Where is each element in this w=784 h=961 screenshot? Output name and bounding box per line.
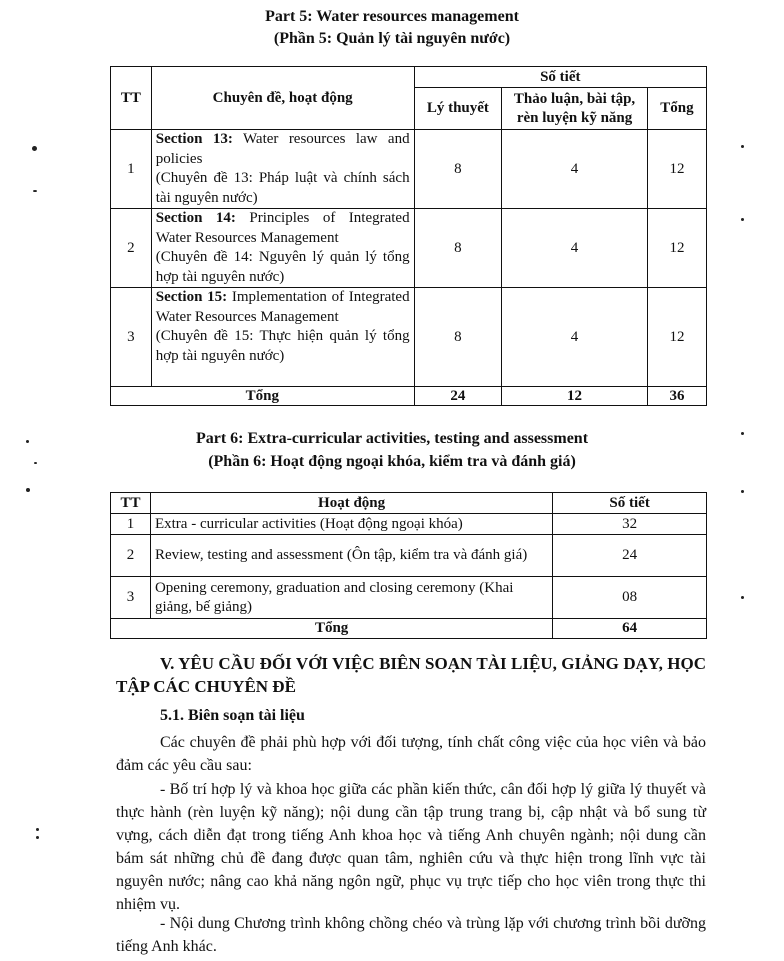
scan-speck xyxy=(741,596,744,599)
row-activity: Opening ceremony, graduation and closing ceremony (Khai giảng, bế giảng) xyxy=(150,577,552,619)
row-tt: 3 xyxy=(111,288,152,387)
section-title-en: Principles of Integrated Water Resources Management xyxy=(155,210,410,246)
scan-speck xyxy=(741,432,744,435)
footer-label: Tổng xyxy=(111,387,415,406)
footer-label: Tổng xyxy=(111,619,553,639)
footer-practice: 12 xyxy=(502,387,648,406)
row-tt: 2 xyxy=(111,535,151,577)
table-row xyxy=(111,514,707,535)
section-label: Section 15: xyxy=(155,289,228,305)
row-total: 12 xyxy=(647,209,706,288)
header-theory: Lý thuyết xyxy=(414,88,502,130)
row-activity: Extra - curricular activities (Hoạt động ngoại khóa) xyxy=(150,514,552,535)
section-title-en: Water resources law and policies xyxy=(155,131,410,167)
part5-subtitle: (Phần 5: Quản lý tài nguyên nước) xyxy=(273,30,511,47)
bullet-paragraph-2: - Nội dung Chương trình không chồng chéo và trùng lặp với chương trình bồi dưỡng tiếng Anh khác. xyxy=(116,915,706,955)
footer-total: 36 xyxy=(647,387,706,406)
row-topic xyxy=(151,288,414,387)
bullet-paragraph-1: - Bố trí hợp lý và khoa học giữa các phần kiến thức, cân đối hợp lý giữa lý thuyết và thực hành (rèn luyện kỹ năng); nội dung cần tập trung trang bị, cập nhật và bổ sung từ vựng, cách diễn đạt trong tiếng Anh khoa học và tiếng Anh chuyên ngành; nội dung cần bám sát những chủ đề đang được quan tâm, nghiên cứu và thực hiện trong lĩnh vực tài nguyên nước; nâng cao khả năng ngôn ngữ, phục vụ trực tiếp cho học viên trong thực thi nhiệm vụ. xyxy=(116,781,706,913)
row-theory: 8 xyxy=(414,130,502,209)
header-total: Tổng xyxy=(647,88,706,130)
header-topic: Chuyên đề, hoạt động xyxy=(151,67,414,130)
table-row xyxy=(111,130,707,209)
table-row xyxy=(111,209,707,288)
row-practice: 4 xyxy=(502,288,648,387)
header-tt: TT xyxy=(111,493,151,514)
row-practice: 4 xyxy=(502,130,648,209)
section-title-vi: (Chuyên đề 13: Pháp luật và chính sách tài nguyên nước) xyxy=(155,170,410,206)
row-periods: 08 xyxy=(553,577,707,619)
row-tt: 3 xyxy=(111,577,151,619)
row-tt: 2 xyxy=(111,209,152,288)
scan-speck xyxy=(741,218,744,221)
header-periods: Số tiết xyxy=(553,493,707,514)
header-periods: Số tiết xyxy=(414,67,706,88)
scan-speck xyxy=(32,146,37,151)
section-heading: V. YÊU CẦU ĐỐI VỚI VIỆC BIÊN SOẠN TÀI LIỆU, GIẢNG DẠY, HỌC TẬP CÁC CHUYÊN ĐỀ xyxy=(116,654,706,696)
scan-speck xyxy=(34,462,37,464)
scan-speck xyxy=(33,190,37,192)
part5-title: Part 5: Water resources management xyxy=(265,8,519,25)
part5-table xyxy=(110,66,707,406)
header-tt: TT xyxy=(111,67,152,130)
footer-periods: 64 xyxy=(553,619,707,639)
row-tt: 1 xyxy=(111,514,151,535)
row-activity: Review, testing and assessment (Ôn tập, kiểm tra và đánh giá) xyxy=(150,535,552,577)
row-theory: 8 xyxy=(414,209,502,288)
row-total: 12 xyxy=(647,130,706,209)
table-footer-row xyxy=(111,387,707,406)
table-row xyxy=(111,288,707,387)
scan-speck xyxy=(26,440,29,443)
section-title-en: Implementation of Integrated Water Resources Management xyxy=(155,289,410,325)
row-tt: 1 xyxy=(111,130,152,209)
scan-speck xyxy=(36,836,39,839)
scan-speck xyxy=(741,490,744,493)
section-title-vi: (Chuyên đề 15: Thực hiện quản lý tổng hợp tài nguyên nước) xyxy=(155,328,410,364)
part6-subtitle: (Phần 6: Hoạt động ngoại khóa, kiểm tra và đánh giá) xyxy=(208,453,576,470)
table-row xyxy=(111,577,707,619)
row-theory: 8 xyxy=(414,288,502,387)
row-practice: 4 xyxy=(502,209,648,288)
row-periods: 24 xyxy=(553,535,707,577)
section-title-vi: (Chuyên đề 14: Nguyên lý quản lý tổng hợp tài nguyên nước) xyxy=(155,249,410,285)
row-topic xyxy=(151,209,414,288)
header-activity: Hoạt động xyxy=(150,493,552,514)
sub-heading: 5.1. Biên soạn tài liệu xyxy=(160,707,305,724)
row-topic xyxy=(151,130,414,209)
scan-speck xyxy=(741,145,744,148)
part6-table xyxy=(110,492,707,639)
table-footer-row xyxy=(111,619,707,639)
footer-theory: 24 xyxy=(414,387,502,406)
section-label: Section 14: xyxy=(155,210,236,226)
row-periods: 32 xyxy=(553,514,707,535)
part6-title: Part 6: Extra-curricular activities, testing and assessment xyxy=(195,430,589,447)
section-label: Section 13: xyxy=(155,131,233,147)
scan-speck xyxy=(36,828,39,831)
table-row xyxy=(111,535,707,577)
header-practice: Thảo luận, bài tập, rèn luyện kỹ năng xyxy=(502,88,648,130)
scan-speck xyxy=(26,488,30,492)
row-total: 12 xyxy=(647,288,706,387)
intro-paragraph: Các chuyên đề phải phù hợp với đối tượng, tính chất công việc của học viên và bảo đảm các yêu cầu sau: xyxy=(116,734,706,774)
